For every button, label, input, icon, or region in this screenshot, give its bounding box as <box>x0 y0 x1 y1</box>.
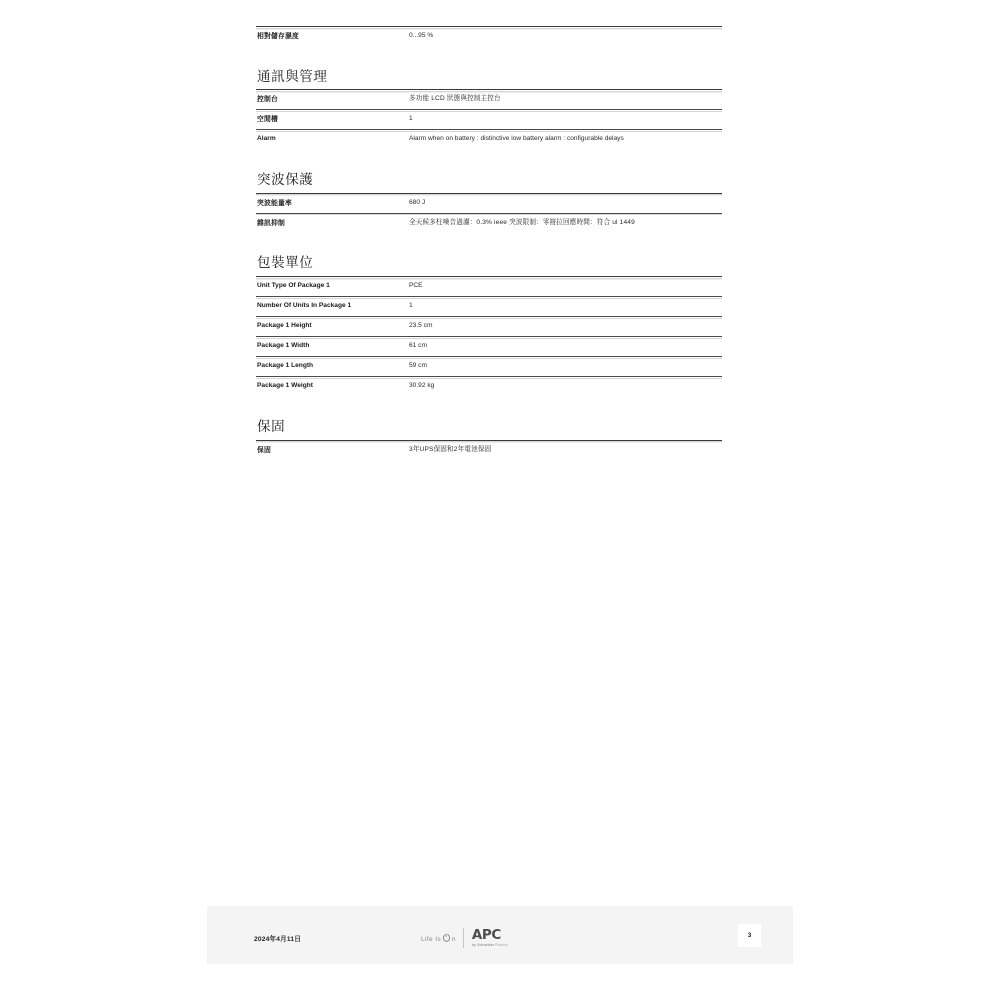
section-heading: 通訊與管理 <box>257 68 328 84</box>
spec-table <box>256 193 722 234</box>
spec-value: 0...95 % <box>409 32 434 39</box>
spec-label: Alarm <box>257 135 276 143</box>
spec-value: 23.5 cm <box>409 322 433 330</box>
spec-value: PCE <box>409 282 423 290</box>
page-number-box <box>738 924 761 947</box>
brand-lockup <box>421 928 508 948</box>
section-heading: 突波保護 <box>257 171 314 187</box>
power-symbol-icon <box>443 934 451 942</box>
spec-label: 空閒槽 <box>257 116 278 124</box>
spec-label: Unit Type Of Package 1 <box>257 282 330 290</box>
spec-value: 3年UPS保固和2年電池保固 <box>409 445 492 453</box>
spec-value: 全天候多柱噪音過濾：0.3% ieee 突波限制：零箝拉回應時間：符合 ul 1449 <box>409 218 635 226</box>
spec-label: Package 1 Height <box>257 322 312 330</box>
spec-row <box>256 277 722 297</box>
spec-value: 59 cm <box>409 362 427 370</box>
spec-row <box>256 297 722 317</box>
page-footer <box>207 906 793 964</box>
logo-divider <box>463 928 464 948</box>
spec-row <box>256 213 722 233</box>
life-is-on-tagline <box>421 933 456 943</box>
spec-label: Number Of Units In Package 1 <box>257 302 352 310</box>
apc-byline <box>472 943 508 948</box>
spec-label: Package 1 Weight <box>257 382 313 390</box>
spec-row <box>256 90 722 110</box>
apc-wordmark: APC <box>471 926 501 943</box>
spec-row <box>256 377 722 397</box>
spec-value: Alarm when on battery : distinctive low battery alarm : configurable delays <box>409 135 624 143</box>
spec-row <box>256 110 722 130</box>
spec-row <box>256 130 722 150</box>
spec-section-warranty <box>256 419 722 460</box>
section-heading: 保固 <box>257 418 286 434</box>
spec-table <box>256 440 722 461</box>
spec-label: Package 1 Length <box>257 362 314 370</box>
spec-label: 保固 <box>257 446 271 454</box>
apc-byline-prefix: by Schneider <box>471 943 495 948</box>
spec-label: 相對儲存濕度 <box>257 33 299 40</box>
spec-label: Package 1 Width <box>257 342 310 350</box>
spec-value: 多功能 LCD 狀態與控制主控台 <box>409 95 501 103</box>
spec-section-communications-management <box>256 69 722 150</box>
spec-table <box>256 26 722 47</box>
spec-table <box>256 89 722 150</box>
spec-value: 1 <box>409 302 413 310</box>
spec-label: 突波能量率 <box>257 199 292 207</box>
spec-sheet-content <box>256 26 722 460</box>
spec-row <box>256 337 722 357</box>
spec-row <box>256 357 722 377</box>
tagline-text-pre: Life Is <box>421 935 442 943</box>
spec-row <box>256 27 722 47</box>
footer-date: 2024年4月11日 <box>254 936 302 943</box>
tagline-text-post: n <box>451 935 456 943</box>
spec-section-packaging-units <box>256 255 722 396</box>
spec-section-environment-continued <box>256 26 722 47</box>
apc-logo <box>471 926 508 948</box>
section-heading: 包裝單位 <box>257 255 314 271</box>
spec-value: 680 J <box>409 198 426 206</box>
apc-byline-vendor: Electric <box>495 943 508 948</box>
spec-section-surge-protection <box>256 172 722 233</box>
page-number: 3 <box>747 932 752 939</box>
spec-value: 61 cm <box>409 342 427 350</box>
spec-row <box>256 193 722 213</box>
spec-label: 控制台 <box>257 96 278 104</box>
spec-row <box>256 440 722 460</box>
spec-table <box>256 276 722 397</box>
spec-label: 雜訊抑制 <box>257 219 285 227</box>
spec-row <box>256 317 722 337</box>
spec-value: 30.92 kg <box>409 382 435 390</box>
spec-value: 1 <box>409 115 413 123</box>
